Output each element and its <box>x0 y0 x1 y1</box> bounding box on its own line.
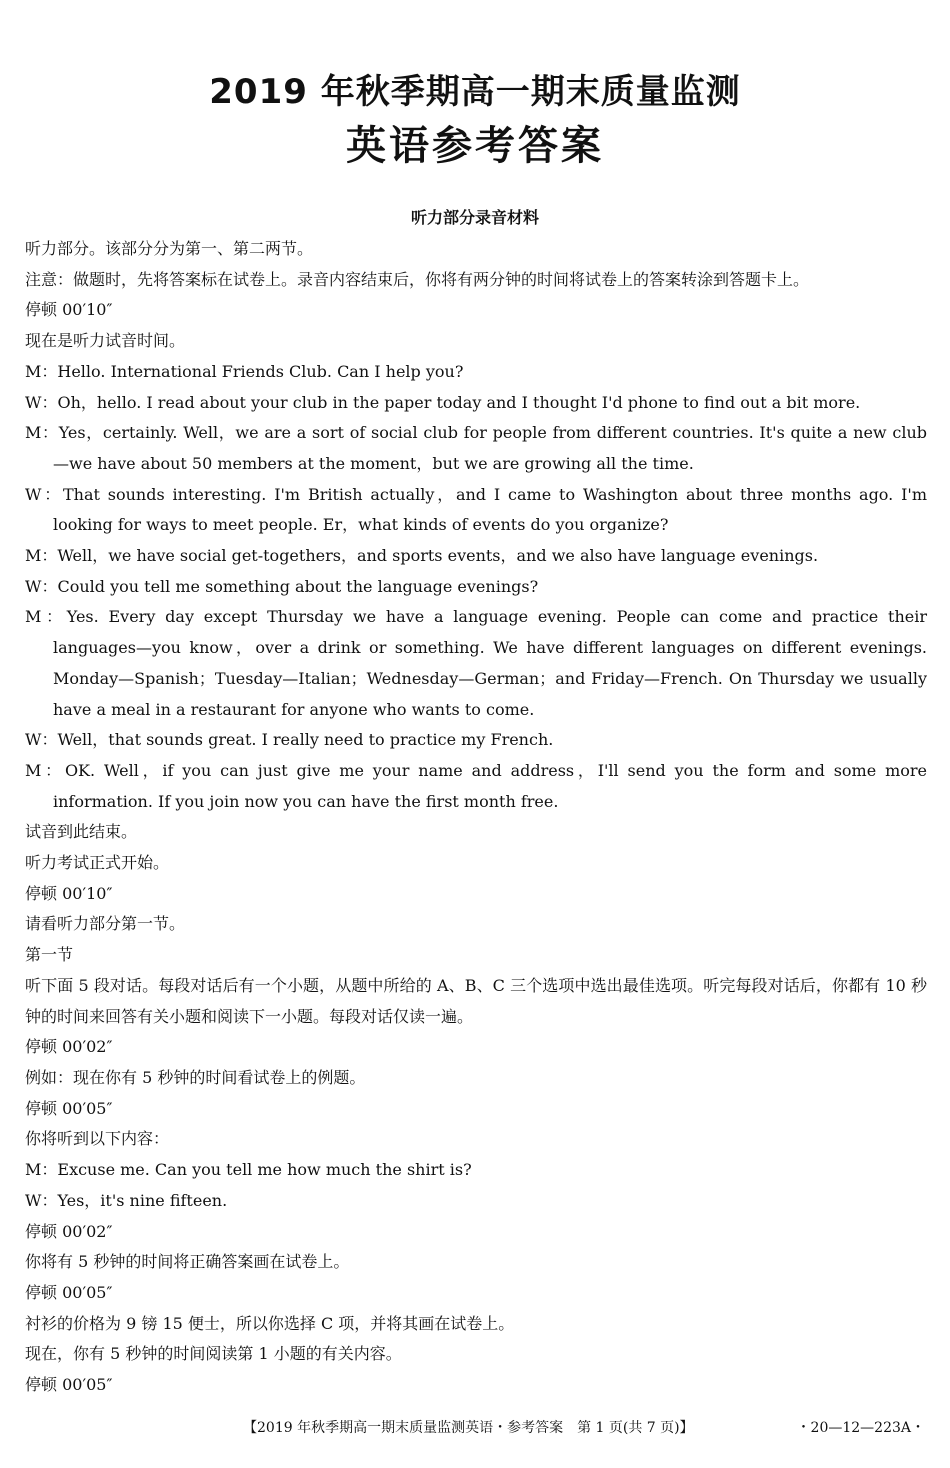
dialogue-line: W：Oh，hello. I read about your club in the paper today and I thought I'd phone to find out a bit more. <box>25 392 861 412</box>
pause-line: 停顿 00′05″ <box>25 1282 113 1302</box>
page-footer <box>0 1416 950 1440</box>
pause-line: 停顿 00′02″ <box>25 1037 113 1057</box>
dialogue-line: M：Hello. International Friends Club. Can I help you? <box>25 361 464 381</box>
example-line: 例如：现在你有 5 秒钟的时间看试卷上的例题。 <box>25 1067 366 1087</box>
dialogue-line: M：Yes. Every day except Thursday we have a language evening. People can come and practice their languages—you know，over a drink or something. We have different languages on different evenings. Monday—Spanish；Tuesday—Italian；Wednesday—German；and Friday—French. On Thursday we usually have a meal in a restaurant for anyone who wants to come. <box>25 607 928 719</box>
dialogue-line: M：OK. Well，if you can just give me your name and address，I'll send you the form and some more information. If you join now you can have the first month free. <box>25 760 927 811</box>
section-intro-line: 请看听力部分第一节。 <box>25 914 186 934</box>
trial-end-line: 试音到此结束。 <box>25 822 138 842</box>
pause-line: 停顿 00′05″ <box>25 1375 113 1395</box>
reading-time-line: 现在，你有 5 秒钟的时间阅读第 1 小题的有关内容。 <box>25 1344 402 1364</box>
dialogue-line: W：Could you tell me something about the language evenings? <box>25 576 539 596</box>
exam-start-line: 听力考试正式开始。 <box>25 853 170 873</box>
document-body <box>25 234 927 1401</box>
footer-page-info: 【2019 年秋季期高一期末质量监测英语・参考答案 第 1 页(共 7 页)】 <box>243 1420 694 1436</box>
pause-line: 停顿 00′05″ <box>25 1098 113 1118</box>
answer-instruction-line: 你将有 5 秒钟的时间将正确答案画在试卷上。 <box>25 1252 350 1272</box>
example-answer-line: 衬衫的价格为 9 镑 15 便士，所以你选择 C 项，并将其画在试卷上。 <box>25 1313 515 1333</box>
section-heading: 听力部分录音材料 <box>410 208 539 227</box>
instruction-line: 注意：做题时，先将答案标在试卷上。录音内容结束后，你将有两分钟的时间将试卷上的答案转涂到答题卡上。 <box>25 269 810 289</box>
section-instruction: 听下面 5 段对话。每段对话后有一个小题，从题中所给的 A、B、C 三个选项中选出最佳选项。听完每段对话后，你都有 10 秒钟的时间来回答有关小题和阅读下一小题。每段对话仅读一遍。 <box>25 975 927 1026</box>
pause-line: 停顿 00′10″ <box>25 883 113 903</box>
intro-line: 听力部分。该部分分为第一、第二两节。 <box>25 239 314 258</box>
example-intro-line: 你将听到以下内容： <box>25 1129 170 1149</box>
document-subtitle: 英语参考答案 <box>346 123 604 169</box>
pause-line: 停顿 00′02″ <box>25 1221 113 1241</box>
dialogue-line: W：Yes，it's nine fifteen. <box>25 1190 228 1210</box>
document-title: 2019 年秋季期高一期末质量监测 <box>209 72 741 112</box>
footer-code: ・20—12—223A・ <box>796 1420 925 1436</box>
section-label: 第一节 <box>25 945 74 965</box>
pause-line: 停顿 00′10″ <box>25 300 113 320</box>
dialogue-line: W：That sounds interesting. I'm British actually，and I came to Washington about three months ago. I'm looking for ways to meet people. Er，what kinds of events do you organize? <box>25 484 927 535</box>
dialogue-line: M：Yes，certainly. Well，we are a sort of social club for people from different countries. It's quite a new club—we have about 50 members at the moment，but we are growing all the time. <box>25 423 927 473</box>
dialogue-line: M：Excuse me. Can you tell me how much the shirt is? <box>25 1160 472 1180</box>
dialogue-line: M：Well，we have social get-togethers，and sports events，and we also have language evenings. <box>25 546 819 566</box>
trial-start-line: 现在是听力试音时间。 <box>25 331 186 351</box>
dialogue-line: W：Well，that sounds great. I really need to practice my French. <box>25 730 554 750</box>
